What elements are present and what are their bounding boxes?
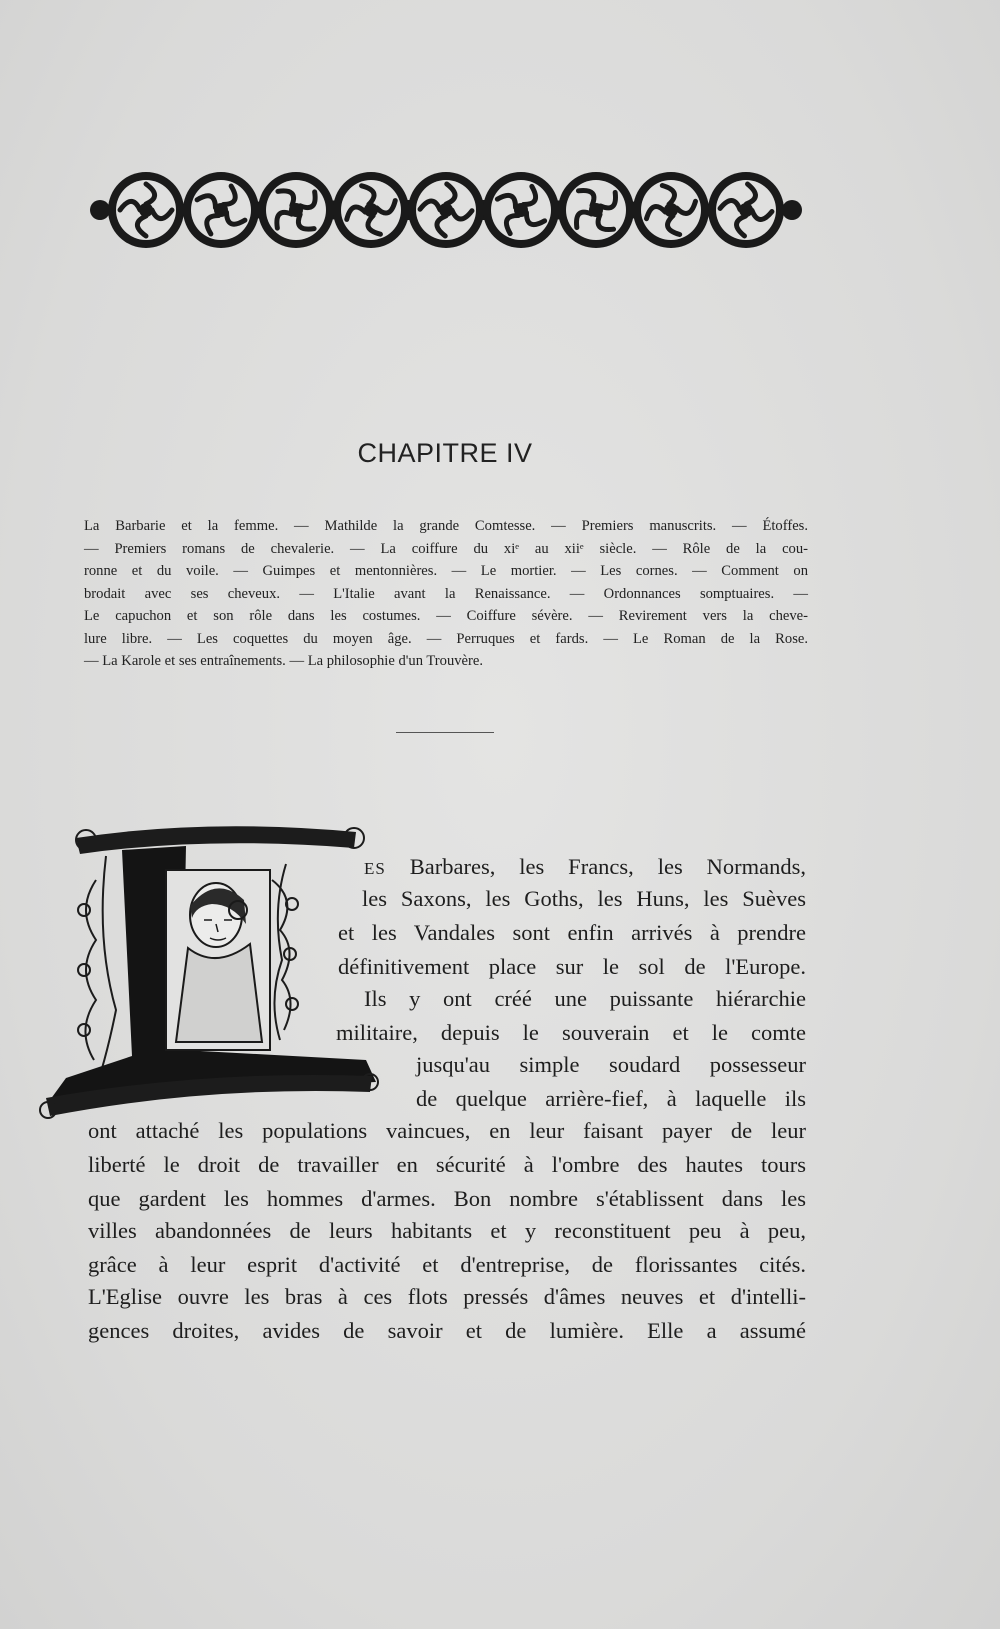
ornament-medallion (333, 172, 409, 248)
ornamental-headpiece (86, 160, 806, 260)
body-line: ont attaché les populations vaincues, en leur faisant payer de leur (88, 1118, 806, 1143)
ornament-medallion (483, 172, 559, 248)
ornament-medallion (258, 172, 334, 248)
body-line: que gardent les hommes d'armes. Bon nombre s'établissent dans les (88, 1186, 806, 1211)
body-line: Ils y ont créé une puissante hiérarchie (364, 986, 806, 1011)
summary-line: — Premiers romans de chevalerie. — La coiffure du xiᵉ au xiiᵉ siècle. — Rôle de la cou- (84, 540, 808, 557)
body-line: militaire, depuis le souverain et le comte (336, 1020, 806, 1045)
body-line: jusqu'au simple soudard possesseur (416, 1052, 806, 1077)
body-line (364, 850, 806, 884)
chapter-summary (84, 515, 808, 673)
body-line: L'Eglise ouvre les bras à ces flots pressés d'âmes neuves et d'intelli- (88, 1284, 806, 1309)
body-line: grâce à leur esprit d'activité et d'entreprise, de florissantes cités. (88, 1252, 806, 1277)
summary-line: La Barbarie et la femme. — Mathilde la grande Comtesse. — Premiers manuscrits. — Étoffes. (84, 518, 808, 534)
ornament-medallion (408, 172, 484, 248)
body-line: et les Vandales sont enfin arrivés à prendre (338, 920, 806, 945)
ornament-medallion (183, 172, 259, 248)
summary-line: Le capuchon et son rôle dans les costumes. — Coiffure sévère. — Revirement vers la cheve- (84, 608, 808, 624)
chapter-title: CHAPITRE IV (357, 438, 533, 468)
summary-line: ronne et du voile. — Guimpes et mentonnières. — Le mortier. — Les cornes. — Comment on (84, 563, 808, 579)
body-line: les Saxons, les Goths, les Huns, les Suèves (362, 886, 806, 911)
summary-line: brodait avec ses cheveux. — L'Italie avant la Renaissance. — Ordonnances somptuaires. — (84, 585, 808, 602)
body-line: gences droites, avides de savoir et de lumière. Elle a assumé (88, 1318, 806, 1343)
summary-line: lure libre. — Les coquettes du moyen âge. — Perruques et fards. — Le Roman de la Rose. (84, 630, 808, 647)
first-line-text: Barbares, les Francs, les Normands, (385, 854, 806, 879)
illuminated-initial-l (36, 820, 386, 1140)
ornament-medallion (708, 172, 784, 248)
body-line: villes abandonnées de leurs habitants et y reconstituent peu à peu, (88, 1218, 806, 1243)
body-line: liberté le droit de travailler en sécurité à l'ombre des hautes tours (88, 1152, 806, 1177)
drop-cap-continuation: ES (364, 859, 386, 878)
body-line: définitivement place sur le sol de l'Europe. (338, 954, 806, 979)
section-divider (396, 732, 494, 733)
ornament-medallion (558, 172, 634, 248)
ornament-medallion (633, 172, 709, 248)
ornament-medallion (108, 172, 184, 248)
summary-line: — La Karole et ses entraînements. — La philosophie d'un Trouvère. (84, 653, 484, 669)
body-line: de quelque arrière-fief, à laquelle ils (416, 1086, 806, 1111)
